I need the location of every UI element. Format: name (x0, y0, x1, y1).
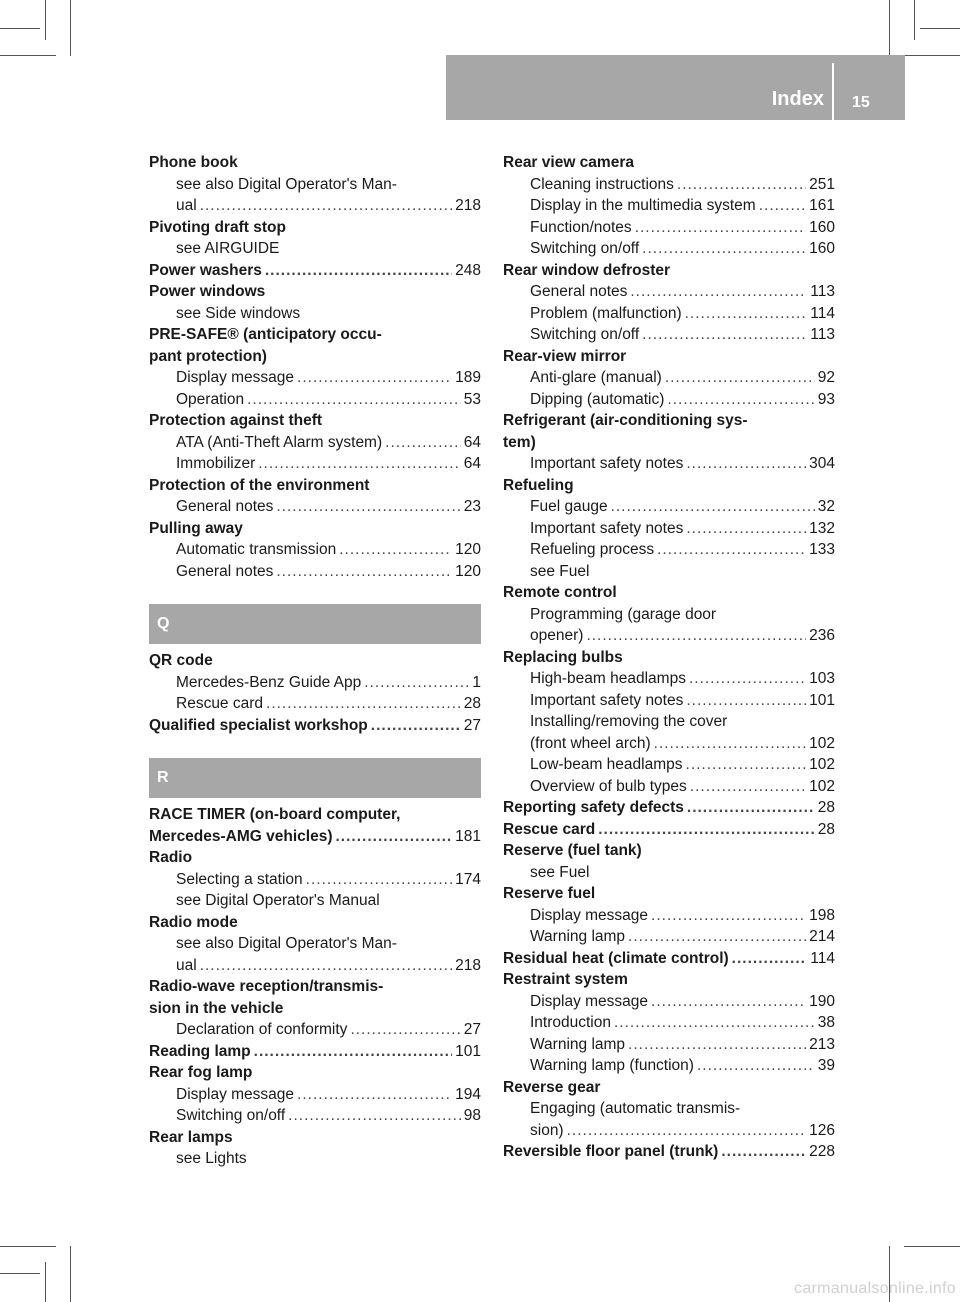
dot-leader (586, 625, 806, 647)
index-entry (149, 324, 481, 346)
entry-text: see Fuel (530, 863, 590, 881)
entry-text: Important safety notes (530, 455, 684, 472)
entry-text: Reading lamp (149, 1042, 251, 1060)
entry-text: see also Digital Operator's Man- (176, 175, 397, 193)
dot-leader (306, 869, 452, 891)
index-subentry (503, 1120, 835, 1142)
index-subentry (503, 453, 835, 475)
index-subentry (503, 754, 835, 776)
dot-leader (628, 926, 806, 948)
index-subentry (503, 862, 835, 884)
entry-text: Warning lamp (530, 928, 626, 945)
dot-leader (200, 955, 452, 977)
page-reference: 103 (809, 670, 835, 687)
crop-mark (0, 28, 40, 29)
index-entry (503, 819, 835, 841)
index-entry (503, 410, 835, 432)
entry-text: Mercedes-Benz Guide App (176, 673, 362, 691)
page-reference: 102 (809, 734, 835, 752)
crop-mark (920, 28, 960, 29)
entry-text: Protection of the environment (149, 476, 370, 494)
index-subentry (503, 926, 835, 948)
page-reference: 198 (809, 906, 835, 924)
index-subentry (503, 281, 835, 303)
page-reference: 218 (455, 956, 481, 974)
dot-leader (689, 668, 806, 690)
crop-mark (0, 1273, 40, 1274)
dot-leader (677, 174, 806, 196)
index-entry (149, 650, 481, 672)
dot-leader (686, 518, 806, 540)
section-letter-header: R (149, 758, 481, 798)
page-number: 15 (852, 94, 870, 111)
dot-leader (635, 217, 806, 239)
page-reference: 101 (809, 691, 835, 709)
page-reference: 113 (810, 326, 835, 343)
entry-text: (front wheel arch) (530, 734, 651, 752)
entry-text: Anti-glare (manual) (530, 369, 662, 386)
entry-text: RACE TIMER (on-board computer, (149, 806, 401, 823)
dot-leader (266, 693, 461, 715)
index-entry (149, 1127, 481, 1149)
entry-text: General notes (530, 283, 628, 300)
index-subentry (149, 195, 481, 217)
page-reference: 114 (810, 949, 835, 967)
index-entry (503, 260, 835, 282)
entry-text: Overview of bulb types (530, 777, 687, 795)
entry-text: General notes (176, 562, 274, 580)
crop-mark (70, 1246, 71, 1302)
page-reference: 181 (455, 827, 481, 845)
index-subentry (503, 303, 835, 325)
dot-leader (339, 539, 452, 561)
dot-leader (657, 539, 806, 561)
dot-leader (642, 238, 806, 260)
entry-text: Fuel gauge (530, 498, 608, 515)
dot-leader (686, 690, 806, 712)
page-reference: 114 (810, 304, 835, 322)
page-title: Index (771, 88, 824, 110)
index-subentry (149, 174, 481, 196)
index-subentry (149, 933, 481, 955)
entry-text: Refueling (503, 476, 574, 494)
index-subentry (149, 1019, 481, 1041)
index-entry (503, 797, 835, 819)
entry-text: Operation (176, 390, 245, 408)
page-reference: 32 (817, 498, 835, 515)
page-reference: 189 (455, 369, 481, 386)
index-subentry (503, 217, 835, 239)
index-subentry (503, 389, 835, 411)
index-subentry (149, 539, 481, 561)
entry-text: Installing/removing the cover (530, 713, 728, 730)
index-subentry (503, 604, 835, 626)
dot-leader (385, 432, 461, 454)
index-subentry (149, 869, 481, 891)
index-subentry (503, 174, 835, 196)
index-subentry (503, 690, 835, 712)
page-reference: 120 (455, 562, 481, 580)
index-entry (149, 260, 481, 282)
page-reference: 304 (809, 455, 835, 472)
entry-text: Cleaning instructions (530, 175, 674, 193)
entry-text: Reversible floor panel (trunk) (503, 1143, 719, 1160)
entry-text: tem) (503, 433, 536, 451)
crop-mark (0, 55, 56, 56)
entry-text: Mercedes-AMG vehicles) (149, 827, 333, 845)
page-reference: 102 (809, 777, 835, 795)
page-reference: 214 (809, 928, 835, 945)
entry-text: Display in the multimedia system (530, 197, 756, 214)
entry-text: Residual heat (climate control) (503, 949, 729, 967)
index-entry (149, 217, 481, 239)
index-subentry (503, 1055, 835, 1077)
crop-mark (70, 0, 71, 56)
entry-text: see AIRGUIDE (176, 240, 280, 257)
dot-leader (685, 303, 808, 325)
page-reference: 28 (817, 799, 835, 816)
entry-text: Rear lamps (149, 1128, 233, 1146)
index-subentry (149, 693, 481, 715)
page-reference: 218 (455, 197, 481, 214)
index-subentry (503, 1012, 835, 1034)
index-subentry (503, 195, 835, 217)
index-subentry (149, 561, 481, 583)
entry-text: see Digital Operator's Manual (176, 892, 380, 909)
dot-leader (567, 1120, 807, 1142)
entry-text: see also Digital Operator's Man- (176, 935, 397, 952)
dot-leader (690, 776, 806, 798)
entry-text: Power windows (149, 283, 266, 300)
index-entry (503, 432, 835, 454)
crop-mark (45, 1262, 46, 1302)
index-subentry (149, 890, 481, 912)
dot-leader (200, 195, 452, 217)
page-reference: 1 (472, 673, 481, 691)
entry-text: see Lights (176, 1150, 247, 1167)
crop-mark (889, 0, 890, 56)
watermark: carmanualsonline.info (794, 1280, 956, 1297)
dot-leader (721, 1141, 806, 1163)
index-column-right (503, 152, 835, 1163)
page-reference: 126 (809, 1121, 835, 1139)
index-entry (149, 152, 481, 174)
dot-leader (297, 1084, 452, 1106)
entry-text: Pivoting draft stop (149, 218, 286, 236)
index-entry (503, 840, 835, 862)
dot-leader (697, 1055, 815, 1077)
page-reference: 194 (455, 1085, 481, 1103)
entry-text: Important safety notes (530, 691, 684, 709)
page-reference: 64 (463, 433, 481, 451)
dot-leader (254, 1041, 452, 1063)
crop-mark (904, 55, 960, 56)
index-entry (149, 1041, 481, 1063)
dot-leader (628, 1034, 806, 1056)
entry-text: Reserve fuel (503, 885, 596, 902)
index-subentry (503, 238, 835, 260)
index-entry (149, 912, 481, 934)
entry-text: Low-beam headlamps (530, 756, 683, 773)
index-subentry (503, 367, 835, 389)
index-entry (149, 1062, 481, 1084)
entry-text: Switching on/off (176, 1107, 286, 1124)
dot-leader (288, 1105, 461, 1127)
page-reference: 161 (809, 197, 835, 214)
page-reference: 23 (463, 498, 481, 515)
index-subentry (149, 432, 481, 454)
index-entry (149, 826, 481, 848)
page-reference: 28 (817, 820, 835, 838)
index-subentry (149, 238, 481, 260)
dot-leader (265, 260, 452, 282)
page-reference: 53 (463, 390, 481, 408)
index-column-left (149, 152, 481, 1170)
entry-text: Restraint system (503, 971, 628, 988)
index-subentry (149, 1148, 481, 1170)
page-reference: 101 (455, 1042, 481, 1060)
entry-text: Warning lamp (function) (530, 1057, 694, 1074)
index-entry (149, 804, 481, 826)
entry-text: Function/notes (530, 218, 632, 236)
index-subentry (503, 496, 835, 518)
index-subentry (503, 561, 835, 583)
dot-leader (276, 561, 452, 583)
entry-text: Display message (530, 906, 649, 924)
entry-text: see Side windows (176, 304, 301, 322)
dot-leader (665, 367, 815, 389)
entry-text: Switching on/off (530, 326, 640, 343)
page-reference: 160 (809, 240, 835, 257)
entry-text: Rescue card (176, 695, 264, 712)
entry-text: General notes (176, 498, 274, 515)
index-subentry (503, 1034, 835, 1056)
index-entry (149, 847, 481, 869)
entry-text: Engaging (automatic transmis- (530, 1100, 741, 1117)
dot-leader (732, 948, 808, 970)
index-subentry (503, 668, 835, 690)
index-entry (149, 976, 481, 998)
index-subentry (149, 1105, 481, 1127)
entry-text: Rear window defroster (503, 261, 671, 279)
page-reference: 190 (809, 992, 835, 1010)
entry-text: Qualified specialist workshop (149, 716, 368, 734)
dot-leader (667, 389, 814, 411)
index-entry (503, 883, 835, 905)
page-reference: 113 (810, 283, 835, 300)
page-reference: 28 (463, 695, 481, 712)
entry-text: Programming (garage door (530, 605, 717, 623)
index-subentry (503, 518, 835, 540)
page-reference: 93 (817, 390, 835, 408)
page-reference: 160 (809, 218, 835, 236)
entry-text: Reserve (fuel tank) (503, 842, 642, 859)
entry-text: Replacing bulbs (503, 648, 623, 666)
crop-mark (45, 0, 46, 40)
dot-leader (651, 991, 806, 1013)
index-entry (503, 647, 835, 669)
page-reference: 92 (817, 369, 835, 386)
dot-leader (247, 389, 461, 411)
index-subentry (149, 496, 481, 518)
index-subentry (149, 672, 481, 694)
index-subentry (503, 905, 835, 927)
index-subentry (149, 303, 481, 325)
entry-text: Immobilizer (176, 455, 256, 472)
entry-text: PRE-SAFE® (anticipatory occu- (149, 326, 382, 343)
header-divider (832, 63, 834, 120)
entry-text: sion in the vehicle (149, 999, 284, 1017)
index-subentry (503, 711, 835, 733)
index-subentry (503, 324, 835, 346)
entry-text: QR code (149, 652, 213, 669)
entry-text: Refueling process (530, 541, 655, 558)
index-entry (503, 475, 835, 497)
entry-text: Reporting safety defects (503, 799, 684, 816)
index-subentry (149, 955, 481, 977)
entry-text: ual (176, 956, 197, 974)
index-subentry (503, 733, 835, 755)
index-subentry (149, 453, 481, 475)
page-reference: 132 (809, 519, 835, 537)
entry-text: Introduction (530, 1014, 611, 1031)
entry-text: Rescue card (503, 820, 596, 838)
entry-text: see Fuel (530, 562, 590, 580)
dot-leader (642, 324, 807, 346)
dot-leader (371, 715, 461, 737)
page-reference: 39 (817, 1057, 835, 1074)
page-reference: 251 (809, 175, 835, 193)
page-reference: 102 (809, 756, 835, 773)
entry-text: Reverse gear (503, 1078, 601, 1096)
entry-text: Display message (176, 369, 295, 386)
index-entry (503, 1141, 835, 1163)
page-reference: 228 (809, 1143, 835, 1160)
dot-leader (759, 195, 806, 217)
page-reference: 27 (463, 1021, 481, 1038)
index-entry (503, 582, 835, 604)
entry-text: Problem (malfunction) (530, 304, 682, 322)
entry-text: opener) (530, 627, 584, 644)
index-subentry (149, 1084, 481, 1106)
entry-text: Important safety notes (530, 519, 684, 537)
index-entry (503, 948, 835, 970)
dot-leader (686, 453, 806, 475)
entry-text: Warning lamp (530, 1035, 626, 1053)
dot-leader (651, 905, 806, 927)
entry-text: Refrigerant (air-conditioning sys- (503, 412, 748, 429)
index-entry (149, 410, 481, 432)
index-entry (149, 518, 481, 540)
page-reference: 248 (455, 261, 481, 279)
dot-leader (350, 1019, 460, 1041)
dot-leader (614, 1012, 815, 1034)
index-subentry (503, 1098, 835, 1120)
dot-leader (654, 733, 807, 755)
dot-leader (276, 496, 460, 518)
index-entry (503, 969, 835, 991)
dot-leader (630, 281, 807, 303)
entry-text: Switching on/off (530, 240, 640, 257)
index-entry (149, 346, 481, 368)
page-reference: 133 (809, 541, 835, 558)
page-reference: 64 (463, 455, 481, 472)
entry-text: sion) (530, 1121, 564, 1139)
entry-text: Power washers (149, 261, 262, 279)
index-subentry (503, 776, 835, 798)
entry-text: High-beam headlamps (530, 670, 686, 687)
entry-text: Radio (149, 849, 193, 866)
index-entry (149, 281, 481, 303)
index-entry (503, 1077, 835, 1099)
entry-text: ATA (Anti-Theft Alarm system) (176, 433, 383, 451)
section-letter-header: Q (149, 604, 481, 644)
entry-text: Display message (530, 992, 649, 1010)
page-reference: 213 (809, 1035, 835, 1053)
crop-mark (904, 1246, 960, 1247)
entry-text: Radio mode (149, 913, 238, 931)
index-entry (149, 475, 481, 497)
entry-text: Rear-view mirror (503, 347, 627, 365)
page-reference: 174 (455, 870, 481, 888)
entry-text: Phone book (149, 154, 238, 171)
entry-text: Declaration of conformity (176, 1021, 348, 1038)
entry-text: Dipping (automatic) (530, 390, 665, 408)
entry-text: Automatic transmission (176, 541, 337, 558)
dot-leader (687, 797, 815, 819)
entry-text: Rear view camera (503, 154, 634, 171)
index-entry (149, 715, 481, 737)
page-reference: 120 (455, 541, 481, 558)
dot-leader (336, 826, 453, 848)
index-entry (149, 998, 481, 1020)
entry-text: Radio-wave reception/transmis- (149, 978, 384, 995)
crop-mark (0, 1246, 56, 1247)
dot-leader (258, 453, 461, 475)
entry-text: Pulling away (149, 519, 243, 537)
entry-text: Remote control (503, 584, 617, 601)
entry-text: Selecting a station (176, 870, 303, 888)
index-subentry (149, 367, 481, 389)
crop-mark (914, 0, 915, 40)
entry-text: Protection against theft (149, 412, 323, 429)
index-entry (503, 152, 835, 174)
page-reference: 38 (817, 1014, 835, 1031)
index-subentry (503, 625, 835, 647)
entry-text: pant protection) (149, 347, 267, 365)
entry-text: ual (176, 197, 197, 214)
page-reference: 236 (809, 627, 835, 644)
index-subentry (149, 389, 481, 411)
entry-text: Rear fog lamp (149, 1064, 253, 1081)
dot-leader (364, 672, 469, 694)
dot-leader (297, 367, 452, 389)
entry-text: Display message (176, 1085, 295, 1103)
dot-leader (686, 754, 807, 776)
index-subentry (503, 991, 835, 1013)
index-entry (503, 346, 835, 368)
header-bar (446, 55, 905, 120)
dot-leader (611, 496, 815, 518)
page-reference: 27 (463, 716, 481, 734)
index-subentry (503, 539, 835, 561)
dot-leader (598, 819, 815, 841)
page-reference: 98 (463, 1107, 481, 1124)
